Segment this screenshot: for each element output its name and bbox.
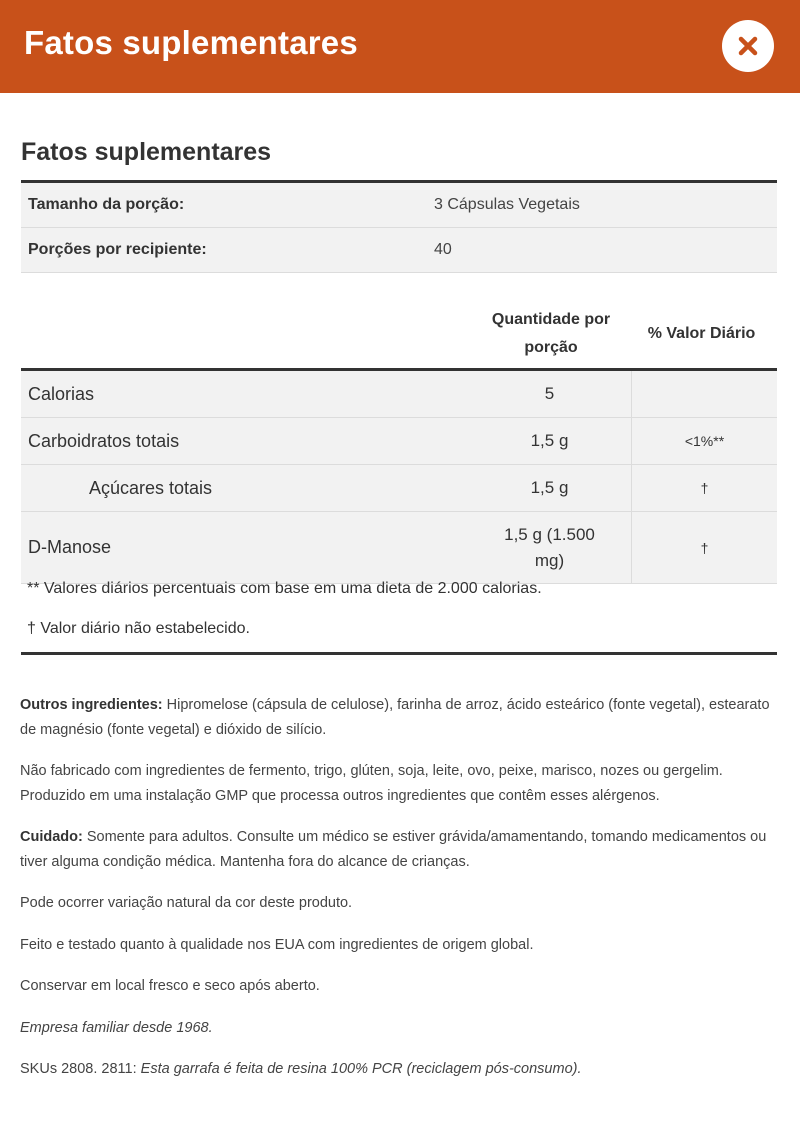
- nutrient-amount: [468, 512, 631, 583]
- amount-header-line1: Quantidade por: [491, 311, 611, 328]
- serving-table: [21, 180, 777, 273]
- other-ingredients-label: Outros ingredientes:: [20, 697, 163, 713]
- nutrient-amount: 1,5 g: [530, 431, 569, 450]
- allergen-note: Não fabricado com ingredientes de fermento, trigo, glúten, soja, leite, ovo, peixe, marisco, nozes ou gergelim. Produzido em uma instalação GMP que processa outros ingredientes que contêm esses alérgenos.: [20, 763, 723, 804]
- storage-note: Conservar em local fresco e seco após aberto.: [20, 978, 320, 994]
- serving-size-row: [21, 183, 777, 228]
- other-ingredients: [20, 693, 780, 742]
- amount-header-line2: porção: [524, 339, 578, 356]
- close-button[interactable]: [722, 20, 774, 72]
- nutrient-amount-line1: 1,5 g (1.500: [504, 524, 595, 544]
- color-note: Pode ocorrer variação natural da cor deste produto.: [20, 895, 353, 911]
- table-row: [21, 512, 777, 584]
- family-note: [20, 1016, 780, 1041]
- family-note-text: Empresa familiar desde 1968.: [20, 1019, 213, 1036]
- nutrient-daily-value: [631, 371, 777, 417]
- nutrient-amount: 5: [544, 384, 555, 403]
- footnote-not-established: † Valor diário não estabelecido.: [27, 620, 250, 637]
- nutrient-name: Açúcares totais: [89, 477, 213, 498]
- amount-per-serving-header: [471, 306, 631, 362]
- nutrient-name: Calorias: [28, 383, 95, 404]
- sku-note: [20, 1057, 780, 1082]
- modal-title: Fatos suplementares: [24, 24, 358, 61]
- footnotes: [21, 578, 777, 655]
- nutrient-name: Carboidratos totais: [28, 430, 180, 451]
- servings-per-container-value: 40: [434, 241, 452, 258]
- caution-note: [20, 825, 780, 874]
- table-row: [21, 418, 777, 465]
- nutrient-name: D-Manose: [28, 537, 112, 557]
- serving-size-label: Tamanho da porção:: [28, 196, 185, 213]
- sku-label: SKUs 2808. 2811:: [20, 1061, 137, 1077]
- nutrition-table-header: [21, 306, 777, 369]
- footnote-daily-value: ** Valores diários percentuais com base em uma dieta de 2.000 calorias.: [27, 580, 542, 597]
- section-title: Fatos suplementares: [21, 138, 272, 166]
- close-icon: [737, 35, 759, 57]
- servings-per-container-label: Porções por recipiente:: [28, 241, 207, 258]
- nutrition-table: [21, 368, 777, 584]
- nutrient-amount-line2: mg): [534, 550, 565, 570]
- nutrient-amount: 1,5 g: [530, 478, 569, 497]
- modal-header: [0, 0, 800, 93]
- product-details: [20, 693, 780, 1099]
- made-note: Feito e testado quanto à qualidade nos EUA com ingredientes de origem global.: [20, 936, 534, 953]
- caution-text: Somente para adultos. Consulte um médico se estiver grávida/amamentando, tomando medicamentos ou tiver alguma condição médica. Mantenha fora do alcance de crianças.: [20, 829, 767, 870]
- sku-text: Esta garrafa é feita de resina 100% PCR (reciclagem pós-consumo).: [136, 1061, 582, 1077]
- table-row: [21, 465, 777, 512]
- nutrient-daily-value: <1%**: [631, 418, 777, 464]
- table-row: [21, 371, 777, 418]
- servings-per-container-row: [21, 228, 777, 273]
- serving-size-value: 3 Cápsulas Vegetais: [434, 196, 580, 213]
- caution-label: Cuidado:: [20, 829, 83, 845]
- nutrient-daily-value: †: [631, 465, 777, 511]
- nutrient-daily-value: †: [631, 512, 777, 583]
- other-ingredients-text: Hipromelose (cápsula de celulose), farinha de arroz, ácido esteárico (fonte vegetal), estearato de magnésio (fonte vegetal) e dióxido de silício.: [20, 697, 770, 738]
- daily-value-header: % Valor Diário: [647, 325, 756, 342]
